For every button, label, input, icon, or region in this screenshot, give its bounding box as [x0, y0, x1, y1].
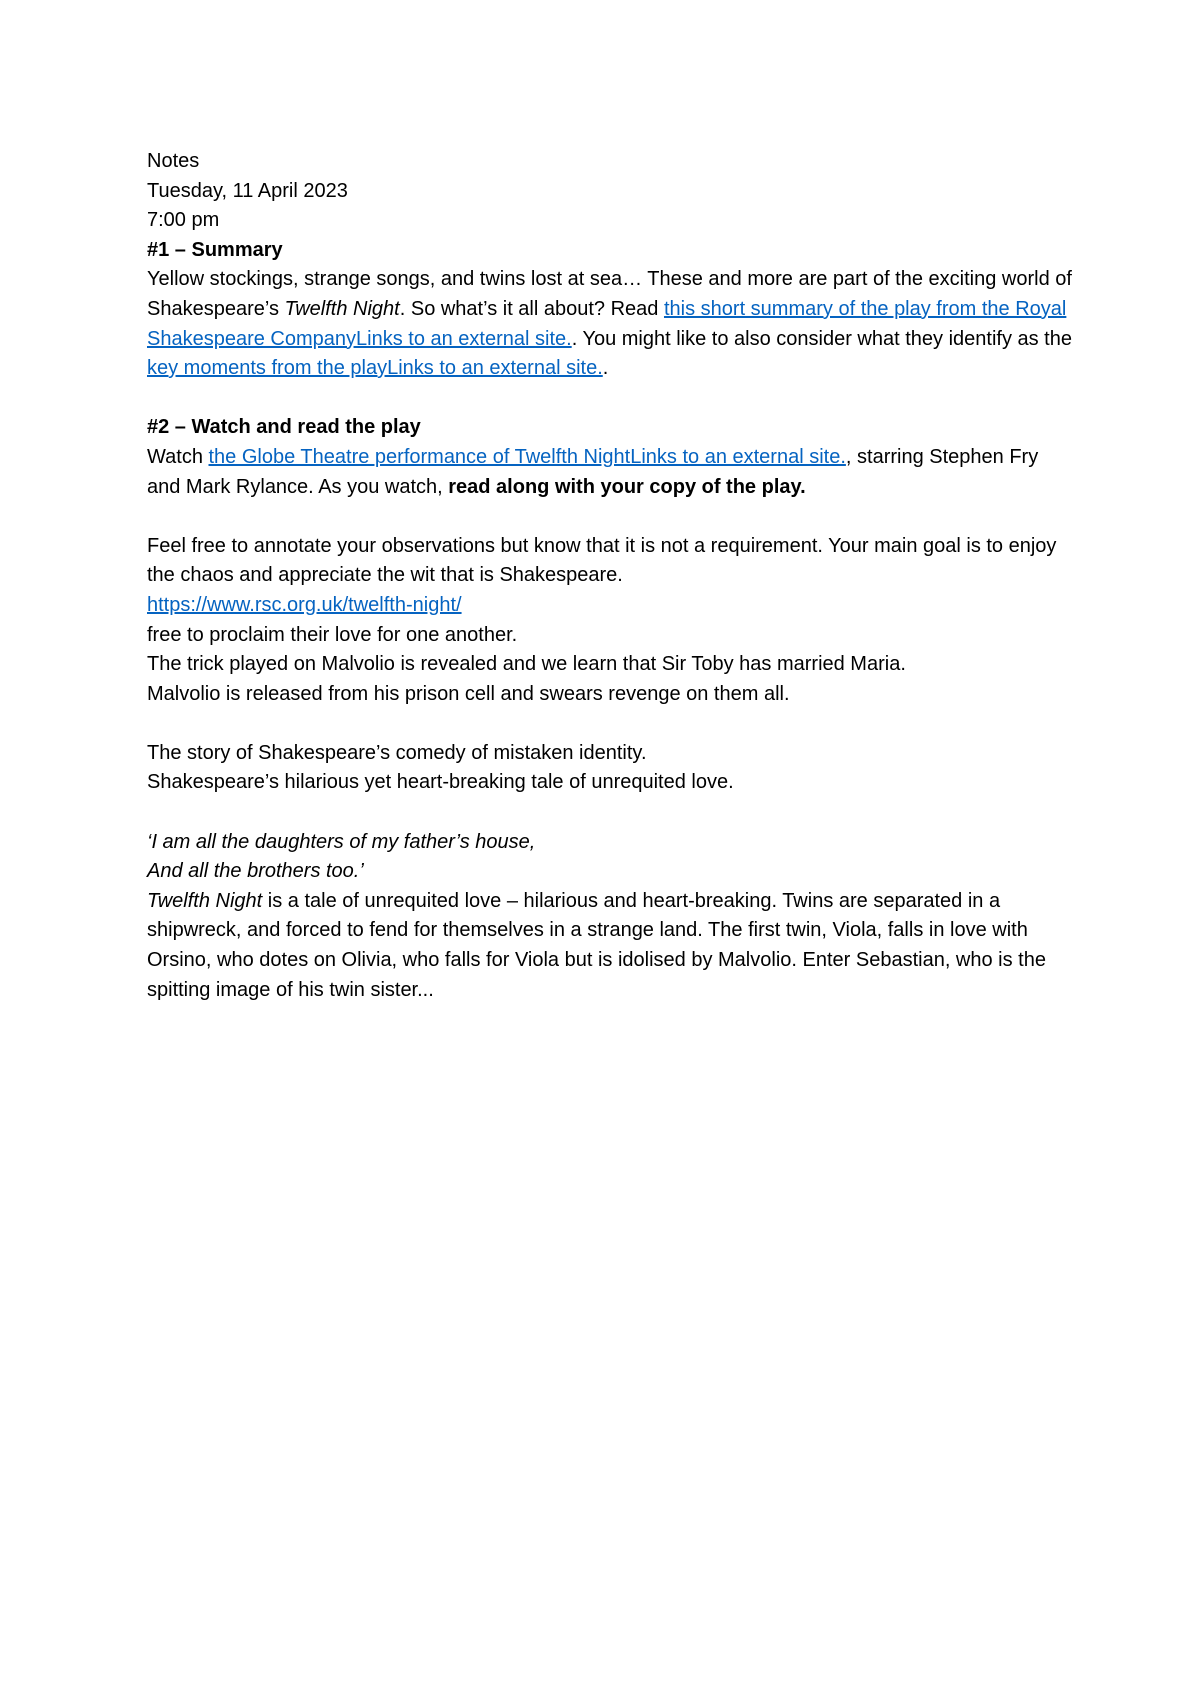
section1-text-b: . So what’s it all about? Read	[399, 297, 664, 320]
line-free: free to proclaim their love for one another.	[147, 623, 518, 646]
spacer	[147, 502, 1077, 532]
section2-text-b: , starring Stephen Fry and Mark Rylance. As you watch,	[147, 445, 1039, 498]
quote-line-2	[147, 857, 1077, 887]
play-title-italic: Twelfth Night	[284, 297, 400, 320]
summary-link[interactable]: this short summary of the play from the Royal Shakespeare CompanyLinks to an external site.	[147, 297, 1067, 350]
section2-heading	[147, 413, 1077, 443]
quote-line-1	[147, 828, 1077, 858]
final-play-title-italic: Twelfth Night	[147, 889, 263, 912]
final-paragraph	[147, 887, 1077, 1005]
notes-title: Notes	[147, 150, 200, 172]
spacer	[147, 798, 1077, 828]
final-paragraph-text: is a tale of unrequited love – hilarious and heart-breaking. Twins are separated in a shipwreck, and forced to fend for themselves in a strange land. The first twin, Viola, falls in love with Orsino, who dotes on Olivia, who falls for Viola but is idolised by Malvolio. Enter Sebastian, who is the spitting image of his twin sister...	[147, 889, 1046, 1001]
section1-heading	[147, 236, 1077, 266]
spacer	[147, 384, 1077, 414]
rsc-url-line	[147, 591, 1077, 621]
annotate-paragraph: Feel free to annotate your observations but know that it is not a requirement. Your main goal is to enjoy the chaos and appreciate the wit that is Shakespeare.	[147, 534, 1057, 587]
section1-text-d: .	[602, 357, 609, 380]
document-page	[147, 147, 1077, 1005]
section2-paragraph	[147, 443, 1077, 502]
section1-text-a: Yellow stockings, strange songs, and twins lost at sea… These and more are part of the exciting world of Shakespeare’s	[147, 268, 1072, 320]
rsc-url-link[interactable]: https://www.rsc.org.uk/twelfth-night/	[147, 593, 462, 616]
section1-text-c: . You might like to also consider what they identify as the	[571, 327, 1072, 350]
section2-heading-text: #2 – Watch and read the play	[147, 416, 421, 439]
key-moments-link[interactable]: key moments from the playLinks to an external site.	[147, 357, 603, 380]
quote-2-text: And all the brothers too.’	[147, 860, 364, 883]
notes-date: Tuesday, 11 April 2023	[147, 179, 348, 202]
line-malvolio: Malvolio is released from his prison cell and swears revenge on them all.	[147, 682, 790, 705]
notes-time: 7:00 pm	[147, 209, 220, 232]
section2-text-a: Watch	[147, 445, 209, 468]
globe-performance-link[interactable]: the Globe Theatre performance of Twelfth NightLinks to an external site.	[208, 445, 846, 468]
section2-bold-text: read along with your copy of the play.	[448, 475, 806, 498]
line-tale: Shakespeare’s hilarious yet heart-breaking tale of unrequited love.	[147, 771, 734, 794]
spacer	[147, 709, 1077, 739]
line-story: The story of Shakespeare’s comedy of mistaken identity.	[147, 741, 647, 764]
section1-paragraph	[147, 265, 1077, 383]
section1-heading-text: #1 – Summary	[147, 238, 283, 261]
line-trick: The trick played on Malvolio is revealed and we learn that Sir Toby has married Maria.	[147, 653, 906, 676]
quote-1-text: ‘I am all the daughters of my father’s house,	[147, 830, 536, 853]
